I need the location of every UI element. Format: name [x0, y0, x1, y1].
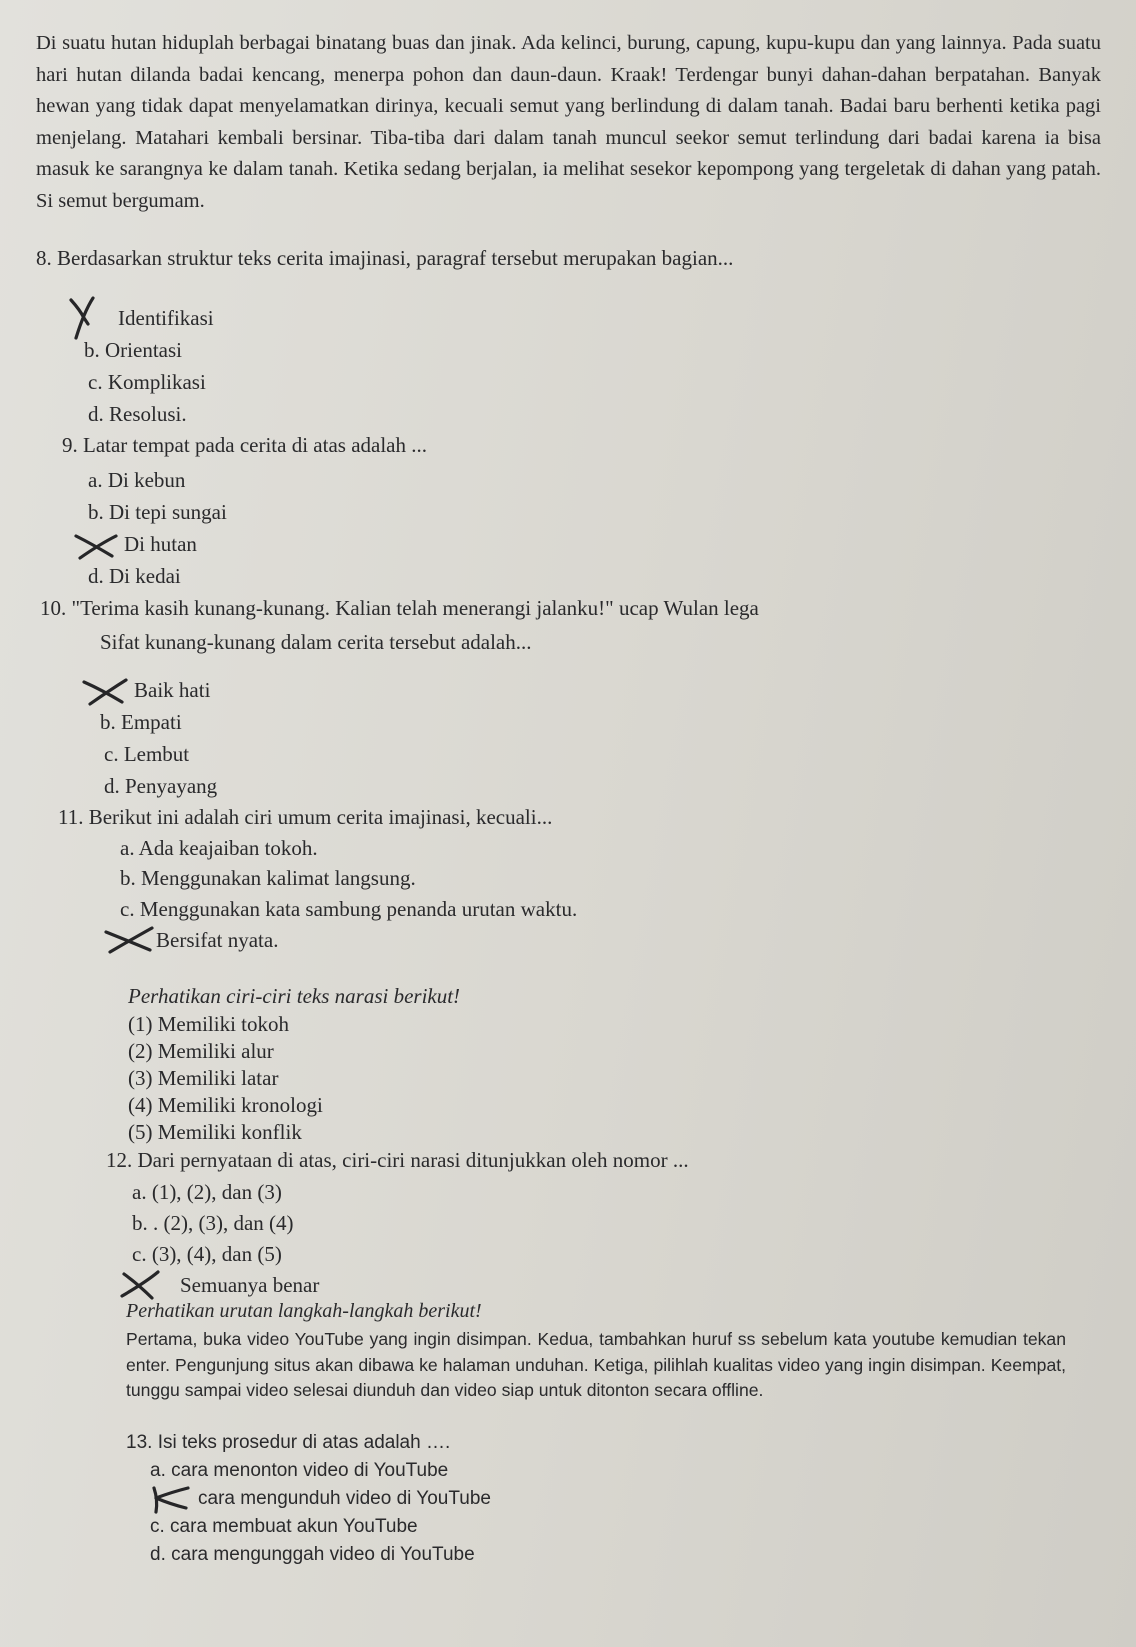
q12-option-a: a. (1), (2), dan (3) — [132, 1180, 282, 1204]
narrative-item: (5) Memiliki konflik — [128, 1120, 302, 1144]
narrative-intro: Perhatikan ciri-ciri teks narasi berikut! — [128, 984, 461, 1008]
procedure-text: Pertama, buka video YouTube yang ingin disimpan. Kedua, tambahkan huruf ss sebelum kata youtube kemudian tekan enter. Pengunjung situs akan dibawa ke halaman unduhan. Ketiga, pilihlah kualitas video yang ingin disimpan. Keempat, tunggu sampai video selesai diunduh dan video siap untuk ditonton secara offline. — [126, 1329, 1066, 1400]
q12-option-c: c. (3), (4), dan (5) — [132, 1242, 282, 1266]
narrative-item: (2) Memiliki alur — [128, 1039, 274, 1063]
q12-option-b: b. . (2), (3), dan (4) — [132, 1211, 294, 1235]
question-12: 12. Dari pernyataan di atas, ciri-ciri narasi ditunjukkan oleh nomor ... — [106, 1148, 689, 1172]
x-mark-icon — [80, 676, 130, 706]
q11-option-c: c. Menggunakan kata sambung penanda urutan waktu. — [120, 897, 578, 921]
q10-option-a: Baik hati — [134, 678, 211, 702]
q9-option-c: Di hutan — [124, 532, 197, 556]
q10-option-d: d. Penyayang — [104, 774, 218, 798]
narrative-item: (1) Memiliki tokoh — [128, 1012, 289, 1036]
question-10-subquestion: Sifat kunang-kunang dalam cerita tersebut adalah... — [100, 630, 532, 654]
q8-option-a: Identifikasi — [118, 306, 214, 330]
q10-option-b: b. Empati — [100, 710, 182, 734]
question-11: 11. Berikut ini adalah ciri umum cerita imajinasi, kecuali... — [58, 805, 553, 829]
q11-option-b: b. Menggunakan kalimat langsung. — [120, 866, 416, 890]
q10-option-c: c. Lembut — [104, 742, 190, 766]
q11-option-d: Bersifat nyata. — [156, 928, 279, 952]
narrative-item: (3) Memiliki latar — [128, 1066, 279, 1090]
q8-option-c: c. Komplikasi — [88, 370, 206, 394]
q8-option-b: b. Orientasi — [84, 338, 182, 362]
story-paragraph: Di suatu hutan hiduplah berbagai binatang buas dan jinak. Ada kelinci, burung, capung, kupu-kupu dan yang lainnya. Pada suatu hari hutan dilanda badai kencang, menerpa pohon dan daun-daun. Kraak! Terdengar bunyi dahan-dahan berpatahan. Banyak hewan yang tidak dapat menyelamatkan dirinya, kecuali semut yang berlindung di dalam tanah. Badai baru berhenti ketika pagi menjelang. Matahari kembali bersinar. Tiba-tiba dari dalam tanah muncul seekor semut terlindung dari badai karena ia bisa masuk ke sarangnya ke dalam tanah. Ketika sedang berjalan, ia melihat sesekor kepompong yang tergeletak di dahan yang patah. Si semut bergumam. — [36, 32, 1101, 212]
question-13: 13. Isi teks prosedur di atas adalah …. — [126, 1432, 451, 1453]
question-10: 10. "Terima kasih kunang-kunang. Kalian telah menerangi jalanku!" ucap Wulan lega — [40, 596, 759, 620]
x-mark-icon — [118, 1270, 170, 1300]
x-mark-icon — [68, 296, 96, 340]
procedure-intro: Perhatikan urutan langkah-langkah berikut! — [126, 1300, 482, 1322]
q13-option-c: c. cara membuat akun YouTube — [150, 1516, 418, 1537]
q8-option-d: d. Resolusi. — [88, 402, 187, 426]
q13-option-b: cara mengunduh video di YouTube — [198, 1488, 491, 1509]
q9-option-a: a. Di kebun — [88, 468, 186, 492]
q11-option-a: a. Ada keajaiban tokoh. — [120, 836, 318, 860]
q9-option-b: b. Di tepi sungai — [88, 500, 227, 524]
x-mark-icon — [148, 1484, 194, 1514]
question-8: 8. Berdasarkan struktur teks cerita imajinasi, paragraf tersebut merupakan bagian... — [36, 246, 734, 270]
q13-option-d: d. cara mengunggah video di YouTube — [150, 1544, 475, 1565]
x-mark-icon — [102, 924, 156, 954]
narrative-item: (4) Memiliki kronologi — [128, 1093, 323, 1117]
q12-option-d: Semuanya benar — [180, 1273, 320, 1297]
q13-option-a: a. cara menonton video di YouTube — [150, 1460, 449, 1481]
x-mark-icon — [72, 530, 120, 560]
q9-option-d: d. Di kedai — [88, 564, 181, 588]
question-9: 9. Latar tempat pada cerita di atas adalah ... — [62, 433, 427, 457]
